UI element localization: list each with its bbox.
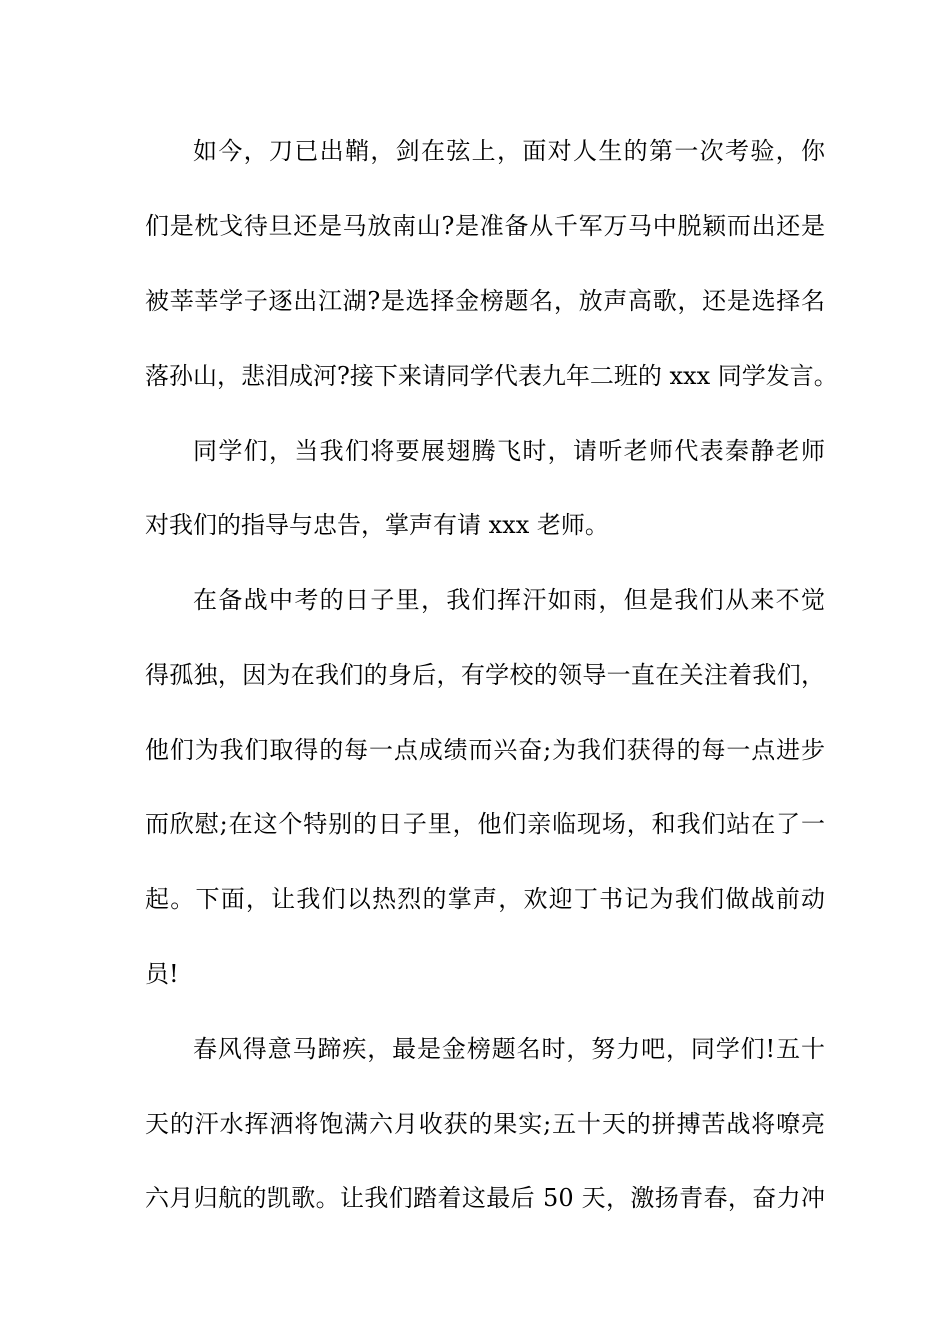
text-line: 天的汗水挥洒将饱满六月收获的果实;五十天的拼搏苦战将嘹亮 <box>145 1110 825 1138</box>
text-line: 在备战中考的日子里，我们挥汗如雨，但是我们从来不觉 <box>193 586 825 614</box>
text-line: 而欣慰;在这个特别的日子里，他们亲临现场，和我们站在了一 <box>145 810 825 838</box>
text-line: 对我们的指导与忠告，掌声有请 xxx 老师。 <box>145 511 609 539</box>
text-line: 同学们，当我们将要展翅腾飞时，请听老师代表秦静老师 <box>193 437 825 465</box>
text-line: 起。下面，让我们以热烈的掌声，欢迎丁书记为我们做战前动 <box>145 885 825 913</box>
text-line: 得孤独，因为在我们的身后，有学校的领导一直在关注着我们， <box>145 661 825 689</box>
text-line: 他们为我们取得的每一点成绩而兴奋;为我们获得的每一点进步 <box>145 736 825 764</box>
text-line: 落孙山，悲泪成河?接下来请同学代表九年二班的 xxx 同学发言。 <box>145 362 838 390</box>
text-line: 春风得意马蹄疾，最是金榜题名时，努力吧，同学们!五十 <box>193 1035 825 1063</box>
text-line: 们是枕戈待旦还是马放南山?是准备从千军万马中脱颖而出还是 <box>145 212 825 240</box>
text-line: 如今，刀已出鞘，剑在弦上，面对人生的第一次考验，你 <box>193 137 825 165</box>
text-line: 被莘莘学子逐出江湖?是选择金榜题名，放声高歌，还是选择名 <box>145 287 825 315</box>
text-line: 员! <box>145 960 179 988</box>
text-line: 六月归航的凯歌。让我们踏着这最后 50 天，激扬青春，奋力冲 <box>145 1184 825 1212</box>
